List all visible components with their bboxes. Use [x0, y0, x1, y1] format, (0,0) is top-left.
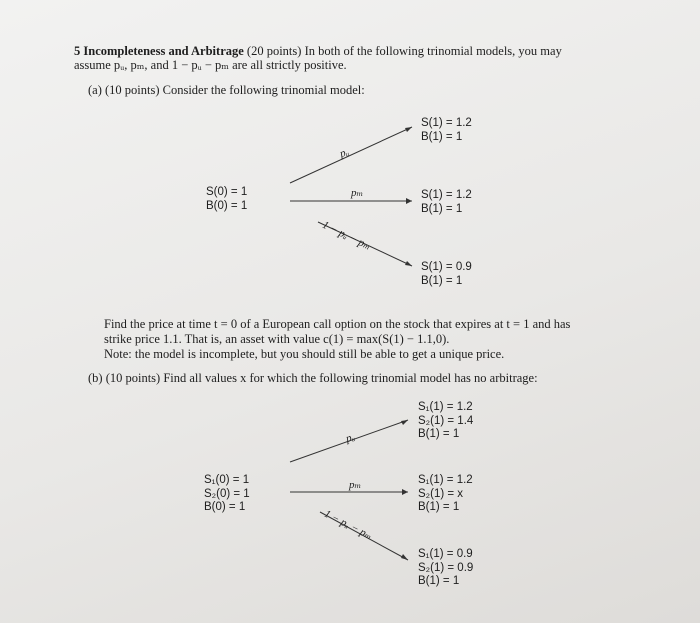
part-b-outcome-down-s2: S₂(1) = 0.9: [418, 561, 474, 574]
part-a-outcome-up-b: B(1) = 1: [421, 130, 463, 143]
part-a-outcome-down: [421, 261, 472, 288]
problem-intro-line2: assume pᵤ, pₘ, and 1 − pᵤ − pₘ are all strictly positive.: [74, 58, 347, 72]
part-b-initial-s2: S₂(0) = 1: [204, 487, 250, 500]
part-b-initial-b: B(0) = 1: [204, 501, 246, 513]
part-a-outcome-down-b: B(1) = 1: [421, 274, 463, 287]
part-b-label-mid: pₘ: [349, 479, 362, 491]
part-b-arrowhead-mid: [402, 489, 408, 495]
problem-intro-line1: In both of the following trinomial models, you may: [304, 44, 562, 58]
part-b-outcome-up-s1: S₁(1) = 1.2: [418, 401, 473, 413]
part-a-outcome-down-s: S(1) = 0.9: [421, 261, 472, 273]
part-a-heading: (a) (10 points) Consider the following trinomial model:: [88, 83, 365, 97]
part-b-outcome-up-b: B(1) = 1: [418, 428, 460, 440]
part-a-label-up: pᵤ: [338, 145, 351, 161]
part-a-arrowhead-up: [405, 127, 412, 132]
part-b-outcome-mid: [418, 474, 473, 515]
part-b-outcome-down-b: B(1) = 1: [418, 575, 460, 587]
part-a-label-mid: pₘ: [351, 187, 364, 199]
problem-title: Incompleteness and Arbitrage: [83, 44, 244, 58]
part-b-outcome-down-s1: S₁(1) = 0.9: [418, 548, 473, 560]
part-b-heading: (b) (10 points) Find all values x for which the following trinomial model has no arbitrage:: [88, 371, 538, 385]
part-a-question-line1: Find the price at time t = 0 of a European call option on the stock that expires at t = 1 and has: [104, 317, 571, 331]
part-b-outcome-down: [418, 548, 473, 589]
part-b-label-down: 1 − pᵤ − pₘ: [322, 507, 375, 543]
part-a-outcome-up-s: S(1) = 1.2: [421, 117, 472, 129]
part-b-initial-s1: S₁(0) = 1: [204, 474, 250, 486]
part-a-label-down: 1 − pᵤ − pₘ: [320, 218, 373, 253]
part-a-arrowhead-mid: [406, 198, 412, 204]
part-a-outcome-mid-b: B(1) = 1: [421, 202, 463, 215]
part-a-note: Note: the model is incomplete, but you should still be able to get a unique price.: [104, 347, 505, 361]
part-b-outcome-mid-s2: S₂(1) = x: [418, 487, 464, 500]
part-a-initial-b: B(0) = 1: [206, 199, 248, 212]
part-b-outcome-mid-b: B(1) = 1: [418, 501, 460, 513]
part-b-label-up: pᵤ: [344, 431, 357, 445]
problem-number: 5: [74, 44, 81, 58]
part-a-branch-up: [290, 127, 412, 183]
part-b-initial-state: [204, 474, 250, 515]
part-a-outcome-up: [421, 117, 472, 144]
problem-points: (20 points): [246, 44, 302, 58]
part-a-initial-s: S(0) = 1: [206, 186, 248, 198]
part-a-question-line2: strike price 1.1. That is, an asset with value c(1) = max(S(1) − 1.1,0).: [104, 332, 450, 346]
part-b-outcome-up-s2: S₂(1) = 1.4: [418, 414, 474, 427]
part-b-arrowhead-up: [401, 420, 408, 425]
part-b-outcome-mid-s1: S₁(1) = 1.2: [418, 474, 473, 486]
part-a-outcome-mid: [421, 189, 472, 216]
part-b-arrowhead-down: [401, 554, 408, 560]
part-a-arrowhead-down: [405, 261, 412, 266]
part-a-outcome-mid-s: S(1) = 1.2: [421, 189, 472, 201]
part-a-initial-state: [206, 186, 247, 213]
part-b-outcome-up: [418, 401, 473, 442]
